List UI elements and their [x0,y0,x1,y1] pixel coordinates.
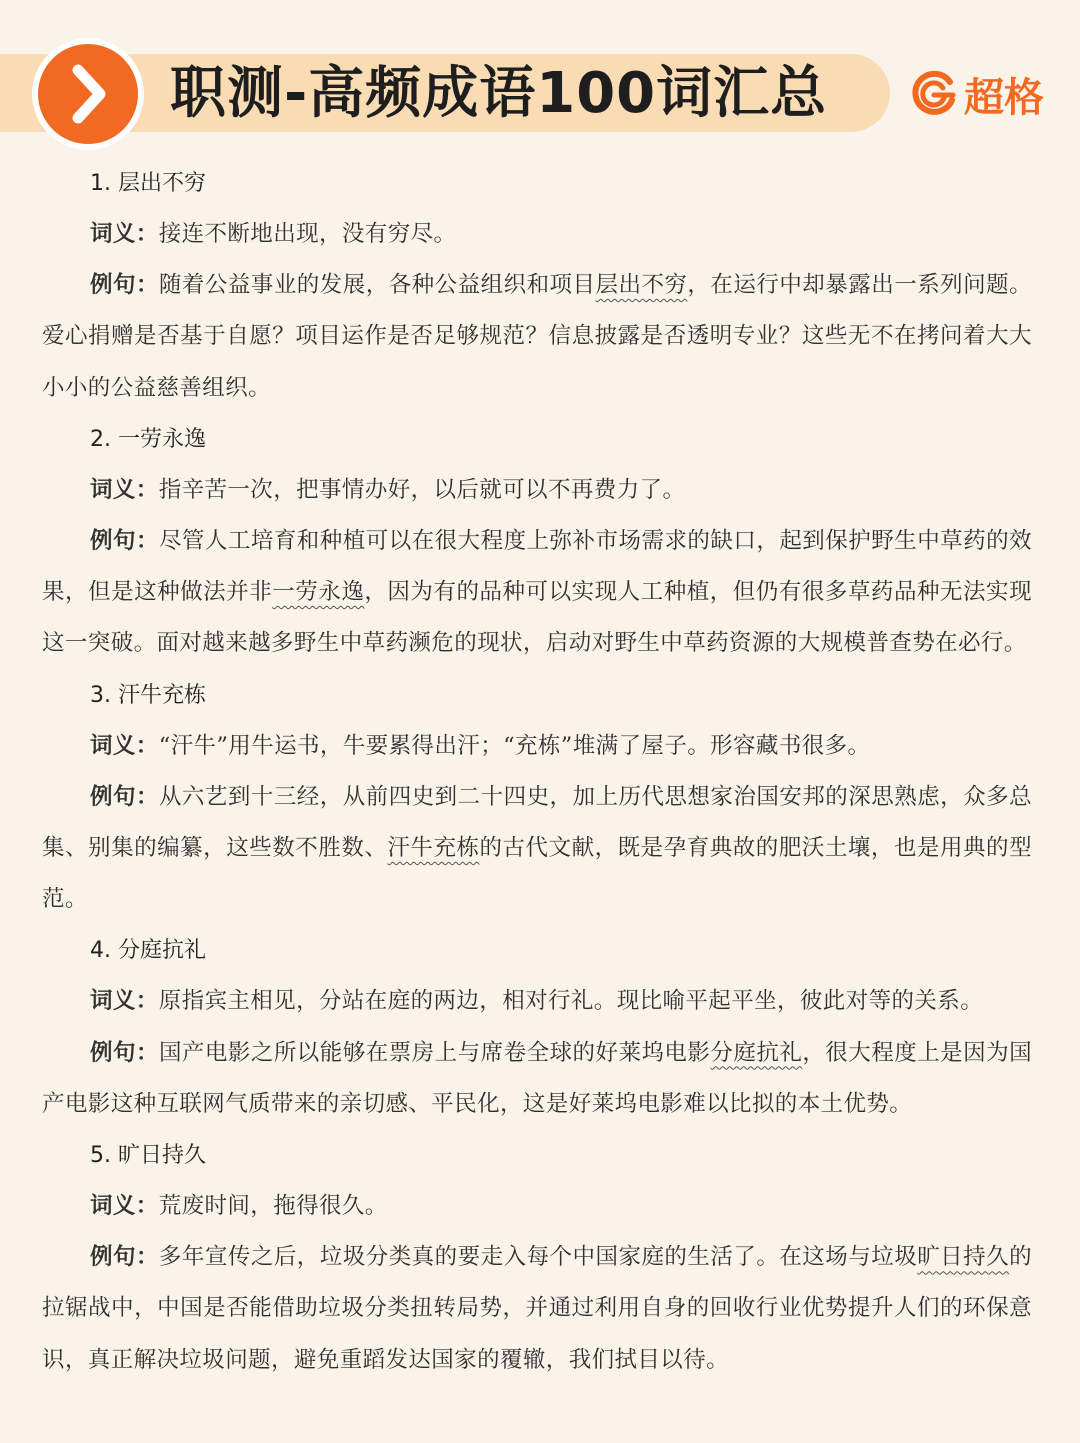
entry-heading: 1. 层出不穷 [90,171,206,196]
example-label: 例句： [90,1244,159,1271]
definition-label: 词义： [90,988,159,1015]
entry-heading: 5. 旷日持久 [90,1143,206,1169]
brand-g-icon [908,68,960,120]
example-text-before: 尽管人工培育和种植可以在很大程度上弥补市场需求的缺口，起到保护野生中草药的效果，但是这种做法并非 [42,528,1033,606]
example-text-before: 多年宣传之后，垃圾分类真的要走入每个中国家庭的生活了。在这场与垃圾 [158,1244,918,1271]
example-text-after: 的拉锯战中，中国是否能借助垃圾分类扭转局势，并通过利用自身的回收行业优势提升人们的环保意识，真正解决垃圾问题，避免重蹈发达国家的覆辙，我们拭目以待。 [42,1244,1033,1373]
definition-paragraph [42,465,1032,516]
definition-text: 指辛苦一次，把事情办好，以后就可以不再费力了。 [158,476,686,503]
example-text-before: 随着公益事业的发展，各种公益组织和项目 [158,272,596,299]
example-idiom: 一劳永逸 [272,579,365,606]
example-idiom: 汗牛充栋 [387,835,480,862]
definition-text: “汗牛”用牛运书，牛要累得出汗；“充栋”堆满了屋子。形容藏书很多。 [158,732,871,759]
example-label: 例句： [90,272,159,299]
example-text-after: ，很大程度上是因为国产电影这种互联网气质带来的亲切感、平民化，这是好莱坞电影难以比拟的本土优势。 [42,1039,1033,1117]
definition-text: 接连不断地出现，没有穷尽。 [158,221,457,247]
example-text-before: 国产电影之所以能够在票房上与席卷全球的好莱坞电影 [158,1039,711,1066]
entry-heading: 4. 分庭抗礼 [90,938,206,964]
example-text-after: 的古代文献，既是孕育典故的肥沃土壤，也是用典的型范。 [42,835,1032,913]
definition-text: 荒废时间，拖得很久。 [158,1193,388,1220]
example-label: 例句： [90,528,159,555]
example-text-after: ，在运行中却暴露出一系列问题。爱心捐赠是否基于自愿？项目运作是否足够规范？信息披露是否透明专业？这些无不在拷问着大大小小的公益慈善组织。 [42,272,1032,401]
idiom-entry [42,414,1032,670]
brand-logo [908,68,1044,120]
example-label: 例句： [90,783,159,810]
definition-label: 词义： [90,476,159,503]
brand-name: 超格 [964,74,1044,121]
chevron-right-icon [38,44,138,144]
definition-paragraph [42,209,1032,260]
example-idiom: 旷日持久 [917,1244,1010,1271]
example-paragraph [42,516,1032,670]
example-paragraph [42,772,1032,926]
example-paragraph [42,1232,1032,1386]
definition-label: 词义： [90,221,159,247]
definition-label: 词义： [90,732,159,759]
idiom-entry [42,1130,1032,1386]
example-text-before: 从六艺到十三经，从前四史到二十四史，加上历代思想家治国安邦的深思熟虑，众多总集、别集的编纂，这些数不胜数、 [42,783,1033,862]
example-paragraph [42,1028,1032,1130]
arrow-badge [38,44,138,144]
definition-paragraph [42,976,1032,1027]
example-label: 例句： [90,1039,159,1066]
example-idiom: 分庭抗礼 [710,1039,803,1066]
definition-paragraph [42,721,1032,772]
idiom-list [42,158,1032,1386]
idiom-entry [42,925,1032,1130]
definition-label: 词义： [90,1193,159,1220]
definition-text: 原指宾主相见，分站在庭的两边，相对行礼。现比喻平起平坐，彼此对等的关系。 [158,988,984,1015]
page-title: 职测-高频成语100词汇总 [170,61,828,126]
entry-heading: 2. 一劳永逸 [90,426,206,452]
example-idiom: 层出不穷 [595,272,688,299]
idiom-entry [42,158,1032,414]
entry-heading: 3. 汗牛充栋 [90,682,206,708]
example-text-after: ，因为有的品种可以实现人工种植，但仍有很多草药品种无法实现这一突破。面对越来越多野生中草药濒危的现状，启动对野生中草药资源的大规模普查势在必行。 [42,579,1032,657]
idiom-entry [42,670,1032,926]
definition-paragraph [42,1181,1032,1232]
example-paragraph [42,260,1032,414]
